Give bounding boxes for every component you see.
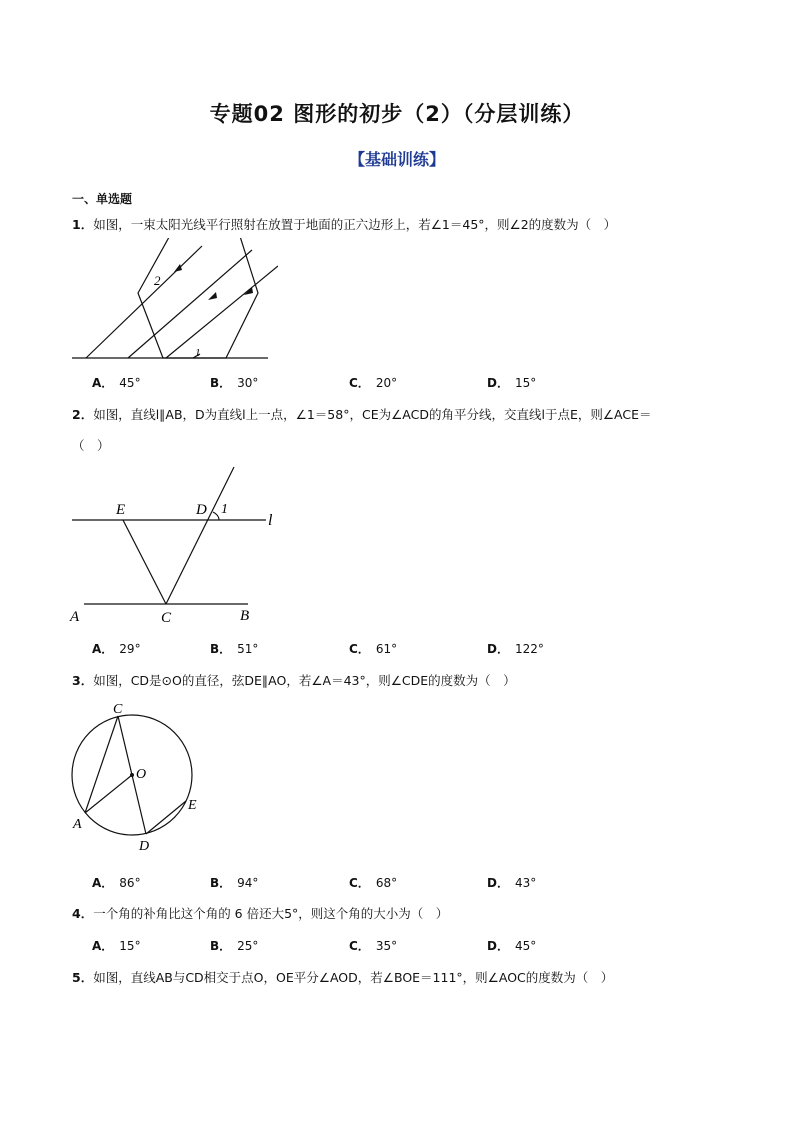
point-a-label: A xyxy=(70,609,80,625)
angle-1-label: 1 xyxy=(195,347,201,359)
question-number: 2． xyxy=(72,407,94,422)
question-1 xyxy=(72,215,616,235)
point-a-label: A xyxy=(73,817,82,832)
arrow-head xyxy=(208,292,217,300)
option-d[interactable]: D． 15° xyxy=(487,376,537,390)
question-text: 如图，直线l∥AB，D为直线l上一点，∠1＝58°，CE为∠ACD的角平分线，交直线l于点E，则∠ACE＝ xyxy=(93,407,652,422)
angle-2-label: 2 xyxy=(154,273,161,288)
question-5 xyxy=(72,968,613,988)
point-d-label: D xyxy=(139,839,150,854)
question-text: 如图，CD是⊙O的直径，弦DE∥AO，若∠A＝43°，则∠CDE的度数为（ ） xyxy=(93,673,516,688)
point-b-label: B xyxy=(240,608,250,624)
arrow-head xyxy=(174,264,182,272)
line-l-label: l xyxy=(268,512,273,529)
question-2 xyxy=(72,405,652,425)
sun-ray xyxy=(166,266,278,358)
option-b[interactable]: B． 25° xyxy=(210,939,259,953)
chord-de xyxy=(146,801,186,834)
question-3 xyxy=(72,671,516,691)
option-a[interactable]: A． 29° xyxy=(92,642,141,656)
option-c[interactable]: C． 35° xyxy=(349,939,398,953)
question-2-continued: （ ） xyxy=(72,438,110,453)
option-b[interactable]: B． 51° xyxy=(210,642,259,656)
point-e-label: E xyxy=(116,502,126,518)
option-b[interactable]: B． 94° xyxy=(210,876,259,890)
point-c-label: C xyxy=(161,610,172,626)
option-c[interactable]: C． 61° xyxy=(349,642,398,656)
option-d[interactable]: D． 43° xyxy=(487,876,537,890)
question-4 xyxy=(72,904,448,924)
option-c[interactable]: C． 68° xyxy=(349,876,398,890)
question-number: 3． xyxy=(72,673,94,688)
page-title: 专题02 图形的初步（2）（分层训练） xyxy=(209,102,585,126)
point-c-label: C xyxy=(113,702,123,717)
option-a[interactable]: A． 15° xyxy=(92,939,141,953)
figure-hexagon-sunlight xyxy=(68,238,278,364)
chord-ca xyxy=(85,716,118,813)
question-number: 4． xyxy=(72,906,94,921)
center-point xyxy=(130,773,134,777)
question-text: 如图，直线AB与CD相交于点O，OE平分∠AOD，若∠BOE＝111°，则∠AOC的度数为（ ） xyxy=(93,970,614,985)
hexagon xyxy=(138,238,258,358)
option-a[interactable]: A． 86° xyxy=(92,876,141,890)
arrow-head xyxy=(244,287,253,295)
question-number: 5． xyxy=(72,970,94,985)
page-subtitle: 【基础训练】 xyxy=(348,150,445,169)
segment-ce xyxy=(123,520,166,604)
point-e-label: E xyxy=(188,798,197,813)
question-text: 如图，一束太阳光线平行照射在放置于地面的正六边形上，若∠1＝45°，则∠2的度数为（ ） xyxy=(93,217,617,232)
question-text: 一个角的补角比这个角的 6 倍还大5°，则这个角的大小为（ ） xyxy=(93,906,449,921)
segment-cd xyxy=(166,467,234,604)
point-d-label: D xyxy=(196,502,207,518)
sun-ray xyxy=(86,246,202,358)
option-a[interactable]: A． 45° xyxy=(92,376,141,390)
question-number: 1． xyxy=(72,217,94,232)
option-c[interactable]: C． 20° xyxy=(349,376,398,390)
section-heading: 一、单选题 xyxy=(72,192,133,206)
figure-parallel-lines xyxy=(68,465,288,630)
option-b[interactable]: B． 30° xyxy=(210,376,259,390)
angle-1-arc xyxy=(213,512,219,520)
option-d[interactable]: D． 122° xyxy=(487,642,544,656)
point-o-label: O xyxy=(136,767,147,782)
figure-circle xyxy=(68,700,208,860)
option-d[interactable]: D． 45° xyxy=(487,939,537,953)
angle-1-label: 1 xyxy=(221,502,228,517)
